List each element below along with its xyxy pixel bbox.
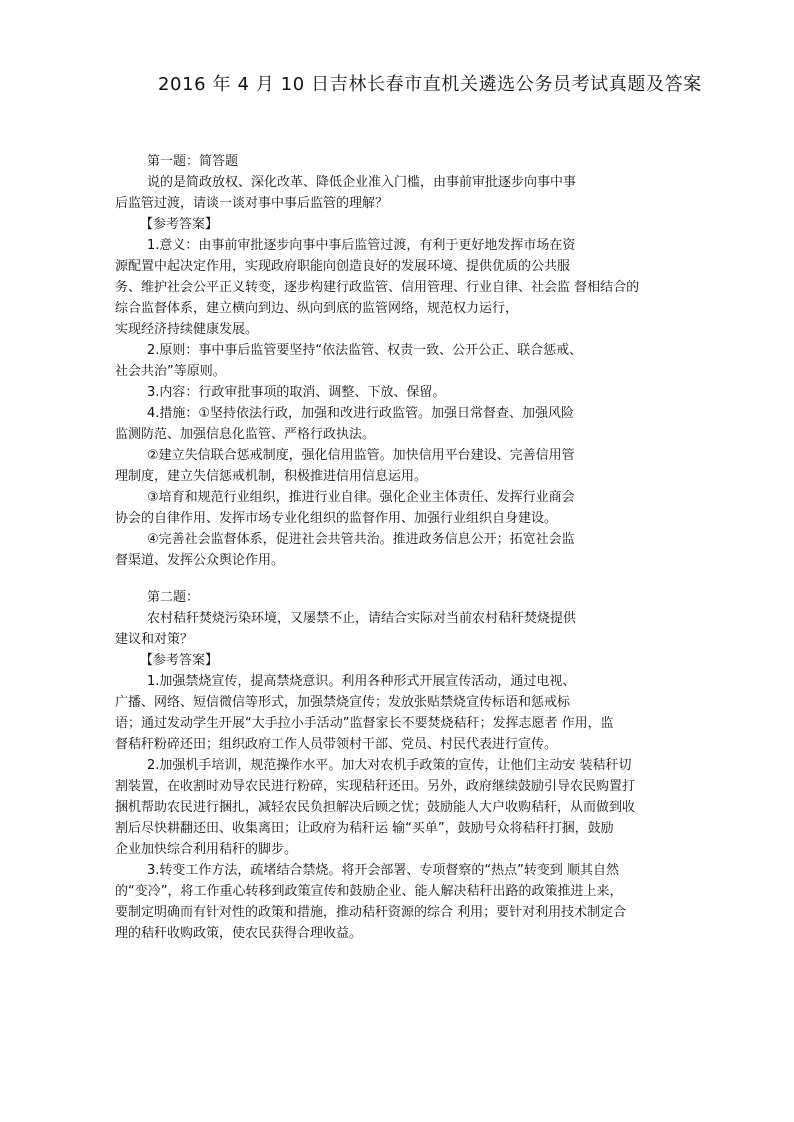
q1-p1-line: 1.意义：由事前审批逐步向事中事后监管过渡，有利于更好地发挥市场在资 bbox=[147, 238, 576, 253]
q2-p2-line: 企业加快综合利用秸秆的脚步。 bbox=[115, 842, 298, 857]
q1-heading: 第一题：简答题 bbox=[147, 154, 239, 169]
q2-answer-label: 【参考答案】 bbox=[140, 653, 219, 668]
q2-p1-line: 1.加强禁烧宣传，提高禁烧意识。利用各种形式开展宣传活动，通过电视、 bbox=[147, 674, 576, 689]
q2-p1-line: 督秸秆粉碎还田；组织政府工作人员带领村干部、党员、村民代表进行宣传。 bbox=[115, 737, 558, 752]
q2-question-line: 农村秸秆焚烧污染环境，又屡禁不止，请结合实际对当前农村秸秆焚烧提供 bbox=[147, 611, 577, 626]
q2-p2-line: 割后尽快耕翻还田、收集离田；让政府为秸秆运 输“买单”，鼓励号众将秸秆打捆，鼓励 bbox=[115, 821, 614, 836]
q2-p2-line: 捆机帮助农民进行捆扎，减轻农民负担解决后顾之忧；鼓励能人大户收购秸秆，从而做到收 bbox=[115, 800, 636, 815]
q1-p1-line: 实现经济持续健康发展。 bbox=[115, 322, 259, 337]
q2-p1-line: 广播、网络、短信微信等形式，加强禁烧宣传；发放张贴禁烧宣传标语和惩戒标 bbox=[115, 695, 571, 710]
q1-p7-line: 督渠道、发挥公众舆论作用。 bbox=[115, 553, 285, 568]
q1-p7-line: ④完善社会监督体系，促进社会共管共治。推进政务信息公开；拓宽社会监 bbox=[147, 532, 575, 547]
q1-p2-line: 2.原则：事中事后监管要坚持“依法监管、权责一致、公开公正、联合惩戒、 bbox=[147, 343, 583, 358]
q2-p3-line: 理的秸秆收购政策，使农民获得合理收益。 bbox=[115, 926, 363, 941]
q2-question-line: 建议和对策？ bbox=[115, 632, 194, 647]
q2-p1-line: 语；通过发动学生开展“大手拉小手活动”监督家长不要焚烧秸秆；发挥志愿者 作用，监 bbox=[115, 716, 614, 731]
q2-p3-line: 3.转变工作方法，疏堵结合禁烧。将开会部署、专项督察的“热点”转变到 顺其自然 bbox=[147, 863, 620, 878]
q1-p6-line: ③培育和规范行业组织，推进行业自律。强化企业主体责任、发挥行业商会 bbox=[147, 490, 575, 505]
q1-answer-label: 【参考答案】 bbox=[140, 217, 219, 232]
q1-p3-line: 3.内容：行政审批事项的取消、调整、下放、保留。 bbox=[147, 385, 446, 400]
q1-p5-line: 理制度，建立失信惩戒机制，积极推进信用信息运用。 bbox=[115, 469, 428, 484]
q2-p2-line: 割装置，在收割时劝导农民进行粉碎，实现秸秆还田。另外，政府继续鼓励引导农民购置打 bbox=[115, 779, 636, 794]
q1-p4-line: 4.措施：①坚持依法行政，加强和改进行政监管。加强日常督查、加强风险 bbox=[147, 406, 575, 421]
q1-question-line: 说的是简政放权、深化改革、降低企业准入门槛，由事前审批逐步向事中事 bbox=[147, 175, 577, 190]
q2-p2-line: 2.加强机手培训，规范操作水平。加大对农机手政策的宣传，让他们主动安 装秸秆切 bbox=[147, 758, 632, 773]
q1-p5-line: ②建立失信联合惩戒制度，强化信用监管。加快信用平台建设、完善信用管 bbox=[147, 448, 575, 463]
q2-p3-line: 要制定明确而有针对性的政策和措施，推动秸秆资源的综合 利用；要针对利用技术制定合 bbox=[115, 905, 627, 920]
q1-p1-line: 源配置中起决定作用，实现政府职能向创造良好的发展环境、提供优质的公共服 bbox=[115, 259, 571, 274]
q1-p6-line: 协会的自律作用、发挥市场专业化组织的监督作用、加强行业组织自身建设。 bbox=[115, 511, 558, 526]
q1-p1-line: 综合监督体系，建立横向到边、纵向到底的监管网络，规范权力运行， bbox=[115, 301, 519, 316]
q2-p3-line: 的“变冷”，将工作重心转移到政策宣传和鼓励企业、能人解决秸秆出路的政策推进上来， bbox=[115, 884, 623, 899]
q2-heading: 第二题： bbox=[147, 590, 200, 605]
document-title: 2016 年 4 月 10 日吉林长春市直机关遴选公务员考试真题及答案 bbox=[158, 74, 702, 95]
q1-question-line: 后监管过渡，请谈一谈对事中事后监管的理解？ bbox=[115, 196, 389, 211]
q1-p1-line: 务、维护社会公平正义转变，逐步构建行政监管、信用管理、行业自律、社会监 督相结合的 bbox=[115, 280, 640, 295]
q1-p4-line: 监测防范、加强信息化监管、严格行政执法。 bbox=[115, 427, 376, 442]
q1-p2-line: 社会共治”等原则。 bbox=[115, 364, 226, 379]
